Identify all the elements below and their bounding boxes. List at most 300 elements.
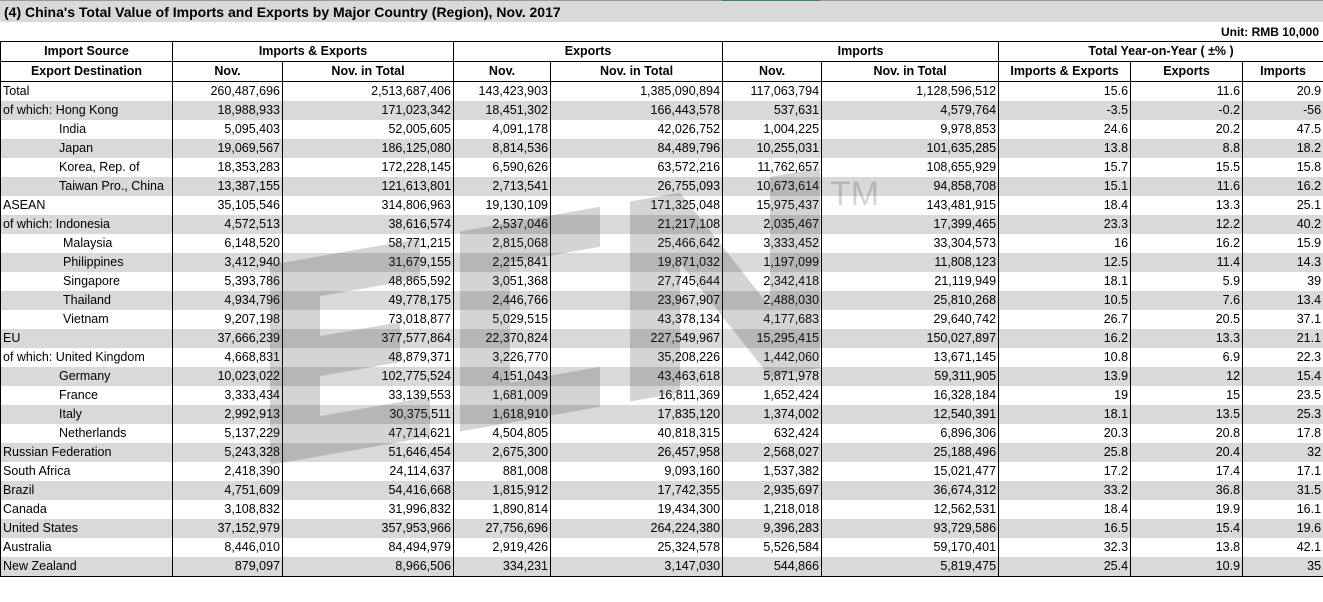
table-cell: 13.3 <box>1131 196 1243 215</box>
row-label: United States <box>1 519 173 538</box>
table-cell: 143,481,915 <box>822 196 999 215</box>
table-cell: 121,613,801 <box>283 177 454 196</box>
table-cell: 21,119,949 <box>822 272 999 291</box>
table-cell: 25.4 <box>999 557 1131 577</box>
table-cell: 37.1 <box>1243 310 1323 329</box>
table-cell: 2,815,068 <box>454 234 551 253</box>
trade-table <box>0 41 1323 577</box>
table-cell: 6,148,520 <box>173 234 283 253</box>
table-row <box>1 310 1323 329</box>
table-cell: 9,396,283 <box>723 519 822 538</box>
table-cell: 11,762,657 <box>723 158 822 177</box>
table-cell: 19,069,567 <box>173 139 283 158</box>
table-cell: 16.5 <box>999 519 1131 538</box>
table-cell: 2,513,687,406 <box>283 82 454 102</box>
table-cell: 29,640,742 <box>822 310 999 329</box>
table-cell: 8,446,010 <box>173 538 283 557</box>
table-cell: 2,675,300 <box>454 443 551 462</box>
watermark-tm: TM <box>830 175 880 213</box>
table-cell: 35 <box>1243 557 1323 577</box>
table-cell: 19.6 <box>1243 519 1323 538</box>
table-cell: 18,353,283 <box>173 158 283 177</box>
table-cell: 15.5 <box>1131 158 1243 177</box>
table-cell: 25,466,642 <box>551 234 723 253</box>
table-cell: 4,177,683 <box>723 310 822 329</box>
table-cell: 8,814,536 <box>454 139 551 158</box>
table-cell: 20.2 <box>1131 120 1243 139</box>
table-cell: 47,714,621 <box>283 424 454 443</box>
row-label: EU <box>1 329 173 348</box>
col-header: Nov. <box>723 62 822 82</box>
table-cell: 20.3 <box>999 424 1131 443</box>
title-bar <box>0 1 1323 22</box>
table-cell: 15.9 <box>1243 234 1323 253</box>
table-row <box>1 386 1323 405</box>
table-cell: 33,304,573 <box>822 234 999 253</box>
table-cell: 879,097 <box>173 557 283 577</box>
table-cell: 48,865,592 <box>283 272 454 291</box>
table-cell: 2,418,390 <box>173 462 283 481</box>
table-cell: 25,324,578 <box>551 538 723 557</box>
table-cell: 13.4 <box>1243 291 1323 310</box>
table-cell: 9,978,853 <box>822 120 999 139</box>
table-cell: 5,526,584 <box>723 538 822 557</box>
table-cell: 632,424 <box>723 424 822 443</box>
table-cell: 13.9 <box>999 367 1131 386</box>
table-cell: 18,988,933 <box>173 101 283 120</box>
table-row <box>1 462 1323 481</box>
table-cell: 17.8 <box>1243 424 1323 443</box>
table-cell: 24.6 <box>999 120 1131 139</box>
row-label: India <box>1 120 173 139</box>
table-cell: 25.8 <box>999 443 1131 462</box>
table-cell: 32 <box>1243 443 1323 462</box>
table-cell: -0.2 <box>1131 101 1243 120</box>
table-cell: 11,808,123 <box>822 253 999 272</box>
table-cell: 23.3 <box>999 215 1131 234</box>
table-cell: 15.4 <box>1131 519 1243 538</box>
table-row <box>1 500 1323 519</box>
table-cell: 17,742,355 <box>551 481 723 500</box>
table-cell: 150,027,897 <box>822 329 999 348</box>
table-row <box>1 120 1323 139</box>
table-cell: 14.3 <box>1243 253 1323 272</box>
table-cell: 17.2 <box>999 462 1131 481</box>
table-cell: 63,572,216 <box>551 158 723 177</box>
header-row-2 <box>1 62 1323 82</box>
table-cell: 31.5 <box>1243 481 1323 500</box>
table-cell: 5.9 <box>1131 272 1243 291</box>
table-row <box>1 215 1323 234</box>
table-cell: 13.3 <box>1131 329 1243 348</box>
table-cell: 20.5 <box>1131 310 1243 329</box>
table-cell: 12.2 <box>1131 215 1243 234</box>
table-cell: 13.8 <box>1131 538 1243 557</box>
table-cell: 12.5 <box>999 253 1131 272</box>
table-cell: 30,375,511 <box>283 405 454 424</box>
table-row <box>1 443 1323 462</box>
table-cell: 1,004,225 <box>723 120 822 139</box>
table-row <box>1 82 1323 102</box>
table-cell: 3,333,452 <box>723 234 822 253</box>
table-cell: 24,114,637 <box>283 462 454 481</box>
table-cell: 40,818,315 <box>551 424 723 443</box>
table-cell: 357,953,966 <box>283 519 454 538</box>
table-cell: 1,537,382 <box>723 462 822 481</box>
table-cell: 58,771,215 <box>283 234 454 253</box>
table-cell: 5,095,403 <box>173 120 283 139</box>
row-label: Thailand <box>1 291 173 310</box>
table-cell: 11.6 <box>1131 177 1243 196</box>
table-row <box>1 329 1323 348</box>
page-title: (4) China's Total Value of Imports and Exports by Major Country (Region), Nov. 2017 <box>4 4 561 20</box>
row-label: Malaysia <box>1 234 173 253</box>
col-header: Nov. <box>173 62 283 82</box>
table-cell: 5,243,328 <box>173 443 283 462</box>
table-cell: 19,871,032 <box>551 253 723 272</box>
table-cell: 16,811,369 <box>551 386 723 405</box>
table-cell: 314,806,963 <box>283 196 454 215</box>
row-label: Italy <box>1 405 173 424</box>
table-cell: 84,494,979 <box>283 538 454 557</box>
table-cell: 102,775,524 <box>283 367 454 386</box>
table-cell: 2,537,046 <box>454 215 551 234</box>
col-header: Nov. in Total <box>551 62 723 82</box>
table-cell: 19.9 <box>1131 500 1243 519</box>
table-cell: 10.5 <box>999 291 1131 310</box>
table-cell: 31,996,832 <box>283 500 454 519</box>
table-cell: 39 <box>1243 272 1323 291</box>
table-cell: 881,008 <box>454 462 551 481</box>
table-cell: 101,635,285 <box>822 139 999 158</box>
table-cell: 18.1 <box>999 272 1131 291</box>
table-cell: 15.7 <box>999 158 1131 177</box>
table-cell: 17,399,465 <box>822 215 999 234</box>
table-cell: 42,026,752 <box>551 120 723 139</box>
table-cell: 6,590,626 <box>454 158 551 177</box>
table-row <box>1 424 1323 443</box>
col-header: Nov. in Total <box>283 62 454 82</box>
table-cell: 25.1 <box>1243 196 1323 215</box>
table-cell: 36,674,312 <box>822 481 999 500</box>
table-cell: 5,029,515 <box>454 310 551 329</box>
table-cell: 260,487,696 <box>173 82 283 102</box>
table-body <box>1 82 1323 577</box>
row-label: Germany <box>1 367 173 386</box>
table-cell: 23,967,907 <box>551 291 723 310</box>
table-row <box>1 253 1323 272</box>
table-cell: 22.3 <box>1243 348 1323 367</box>
table-cell: 59,170,401 <box>822 538 999 557</box>
table-row <box>1 158 1323 177</box>
table-cell: 52,005,605 <box>283 120 454 139</box>
table-cell: 143,423,903 <box>454 82 551 102</box>
table-cell: 1,652,424 <box>723 386 822 405</box>
table-cell: -56 <box>1243 101 1323 120</box>
row-label: ASEAN <box>1 196 173 215</box>
table-cell: 37,152,979 <box>173 519 283 538</box>
table-row <box>1 272 1323 291</box>
table-cell: 21.1 <box>1243 329 1323 348</box>
table-cell: 2,992,913 <box>173 405 283 424</box>
table-cell: 8.8 <box>1131 139 1243 158</box>
table-cell: 9,093,160 <box>551 462 723 481</box>
table-cell: 4,572,513 <box>173 215 283 234</box>
table-row <box>1 177 1323 196</box>
table-row <box>1 291 1323 310</box>
table-cell: 537,631 <box>723 101 822 120</box>
table-cell: 17.4 <box>1131 462 1243 481</box>
table-cell: 2,713,541 <box>454 177 551 196</box>
table-cell: 13,671,145 <box>822 348 999 367</box>
table-cell: 1,442,060 <box>723 348 822 367</box>
table-cell: 2,446,766 <box>454 291 551 310</box>
table-cell: 8,966,506 <box>283 557 454 577</box>
table-cell: 10,255,031 <box>723 139 822 158</box>
table-cell: 16.1 <box>1243 500 1323 519</box>
table-cell: 10.8 <box>999 348 1131 367</box>
table-cell: 16.2 <box>1131 234 1243 253</box>
row-label: Japan <box>1 139 173 158</box>
row-label: Russian Federation <box>1 443 173 462</box>
table-cell: 42.1 <box>1243 538 1323 557</box>
table-cell: 171,325,048 <box>551 196 723 215</box>
header-row-1 <box>1 42 1323 62</box>
table-cell: 334,231 <box>454 557 551 577</box>
table-cell: 43,378,134 <box>551 310 723 329</box>
table-cell: 1,128,596,512 <box>822 82 999 102</box>
table-cell: -3.5 <box>999 101 1131 120</box>
table-cell: 10.9 <box>1131 557 1243 577</box>
table-cell: 16.2 <box>1243 177 1323 196</box>
table-cell: 19 <box>999 386 1131 405</box>
table-cell: 13.5 <box>1131 405 1243 424</box>
table-cell: 166,443,578 <box>551 101 723 120</box>
table-cell: 38,616,574 <box>283 215 454 234</box>
yoy-group-header: Total Year-on-Year ( ±% ) <box>999 42 1323 62</box>
table-cell: 2,568,027 <box>723 443 822 462</box>
table-cell: 54,416,668 <box>283 481 454 500</box>
table-cell: 23.5 <box>1243 386 1323 405</box>
row-label: Total <box>1 82 173 102</box>
col-header: Imports & Exports <box>999 62 1131 82</box>
table-cell: 33,139,553 <box>283 386 454 405</box>
table-cell: 7.6 <box>1131 291 1243 310</box>
table-cell: 4,668,831 <box>173 348 283 367</box>
table-cell: 32.3 <box>999 538 1131 557</box>
table-cell: 11.6 <box>1131 82 1243 102</box>
table-cell: 35,208,226 <box>551 348 723 367</box>
row-label: Philippines <box>1 253 173 272</box>
row-label: Brazil <box>1 481 173 500</box>
table-cell: 11.4 <box>1131 253 1243 272</box>
table-cell: 3,108,832 <box>173 500 283 519</box>
table-cell: 6.9 <box>1131 348 1243 367</box>
table-cell: 5,871,978 <box>723 367 822 386</box>
table-cell: 84,489,796 <box>551 139 723 158</box>
table-cell: 17.1 <box>1243 462 1323 481</box>
table-cell: 16,328,184 <box>822 386 999 405</box>
table-cell: 4,504,805 <box>454 424 551 443</box>
table-cell: 10,673,614 <box>723 177 822 196</box>
table-cell: 5,819,475 <box>822 557 999 577</box>
table-cell: 12,540,391 <box>822 405 999 424</box>
table-cell: 40.2 <box>1243 215 1323 234</box>
table-cell: 1,374,002 <box>723 405 822 424</box>
row-label: Netherlands <box>1 424 173 443</box>
table-cell: 3,333,434 <box>173 386 283 405</box>
table-cell: 20.8 <box>1131 424 1243 443</box>
table-row <box>1 348 1323 367</box>
table-cell: 264,224,380 <box>551 519 723 538</box>
table-cell: 19,434,300 <box>551 500 723 519</box>
table-row <box>1 101 1323 120</box>
table-cell: 2,342,418 <box>723 272 822 291</box>
table-cell: 26,457,958 <box>551 443 723 462</box>
table-cell: 1,218,018 <box>723 500 822 519</box>
table-cell: 2,919,426 <box>454 538 551 557</box>
table-cell: 31,679,155 <box>283 253 454 272</box>
row-label: Canada <box>1 500 173 519</box>
table-cell: 19,130,109 <box>454 196 551 215</box>
table-cell: 544,866 <box>723 557 822 577</box>
table-row <box>1 519 1323 538</box>
table-cell: 4,751,609 <box>173 481 283 500</box>
col-header: Nov. <box>454 62 551 82</box>
table-cell: 108,655,929 <box>822 158 999 177</box>
table-cell: 2,215,841 <box>454 253 551 272</box>
table-cell: 4,151,043 <box>454 367 551 386</box>
row-label: New Zealand <box>1 557 173 577</box>
table-row <box>1 139 1323 158</box>
table-cell: 47.5 <box>1243 120 1323 139</box>
table-cell: 1,890,814 <box>454 500 551 519</box>
table-cell: 4,091,178 <box>454 120 551 139</box>
table-cell: 51,646,454 <box>283 443 454 462</box>
table-cell: 117,063,794 <box>723 82 822 102</box>
table-cell: 1,197,099 <box>723 253 822 272</box>
table-row <box>1 405 1323 424</box>
table-cell: 15 <box>1131 386 1243 405</box>
import-source-header: Import Source <box>1 42 173 62</box>
table-cell: 25.3 <box>1243 405 1323 424</box>
table-row <box>1 538 1323 557</box>
table-row <box>1 234 1323 253</box>
table-cell: 3,147,030 <box>551 557 723 577</box>
table-cell: 15,021,477 <box>822 462 999 481</box>
table-cell: 15,975,437 <box>723 196 822 215</box>
table-cell: 35,105,546 <box>173 196 283 215</box>
table-cell: 13,387,155 <box>173 177 283 196</box>
table-cell: 5,393,786 <box>173 272 283 291</box>
unit-label: Unit: RMB 10,000 <box>1220 25 1319 39</box>
table-cell: 1,618,910 <box>454 405 551 424</box>
table-cell: 2,035,467 <box>723 215 822 234</box>
table-cell: 2,935,697 <box>723 481 822 500</box>
table-cell: 3,051,368 <box>454 272 551 291</box>
export-destination-header: Export Destination <box>1 62 173 82</box>
table-cell: 1,681,009 <box>454 386 551 405</box>
table-cell: 16.2 <box>999 329 1131 348</box>
row-label: Australia <box>1 538 173 557</box>
table-cell: 4,934,796 <box>173 291 283 310</box>
table-cell: 15.8 <box>1243 158 1323 177</box>
row-label: of which: United Kingdom <box>1 348 173 367</box>
table-cell: 33.2 <box>999 481 1131 500</box>
table-cell: 73,018,877 <box>283 310 454 329</box>
table-cell: 36.8 <box>1131 481 1243 500</box>
col-header: Nov. in Total <box>822 62 999 82</box>
table-cell: 26.7 <box>999 310 1131 329</box>
table-cell: 93,729,586 <box>822 519 999 538</box>
table-row <box>1 367 1323 386</box>
table-cell: 20.4 <box>1131 443 1243 462</box>
table-cell: 16 <box>999 234 1131 253</box>
table-cell: 18.2 <box>1243 139 1323 158</box>
table-cell: 27,756,696 <box>454 519 551 538</box>
table-cell: 12 <box>1131 367 1243 386</box>
table-cell: 59,311,905 <box>822 367 999 386</box>
table-row <box>1 557 1323 577</box>
table-cell: 17,835,120 <box>551 405 723 424</box>
table-cell: 186,125,080 <box>283 139 454 158</box>
table-cell: 48,879,371 <box>283 348 454 367</box>
table-cell: 18.4 <box>999 196 1131 215</box>
col-header: Imports <box>1243 62 1323 82</box>
table-cell: 4,579,764 <box>822 101 999 120</box>
table-cell: 227,549,967 <box>551 329 723 348</box>
table-cell: 18.4 <box>999 500 1131 519</box>
row-label: of which: Indonesia <box>1 215 173 234</box>
table-cell: 20.9 <box>1243 82 1323 102</box>
table-cell: 15.6 <box>999 82 1131 102</box>
table-cell: 13.8 <box>999 139 1131 158</box>
exports-group-header: Exports <box>454 42 723 62</box>
table-cell: 2,488,030 <box>723 291 822 310</box>
table-cell: 27,745,644 <box>551 272 723 291</box>
table-cell: 9,207,198 <box>173 310 283 329</box>
table-cell: 25,810,268 <box>822 291 999 310</box>
row-label: Vietnam <box>1 310 173 329</box>
table-cell: 3,226,770 <box>454 348 551 367</box>
table-cell: 94,858,708 <box>822 177 999 196</box>
col-header: Exports <box>1131 62 1243 82</box>
row-label: Korea, Rep. of <box>1 158 173 177</box>
table-cell: 15,295,415 <box>723 329 822 348</box>
table-cell: 6,896,306 <box>822 424 999 443</box>
table-cell: 12,562,531 <box>822 500 999 519</box>
table-cell: 3,412,940 <box>173 253 283 272</box>
imports-group-header: Imports <box>723 42 999 62</box>
table-cell: 43,463,618 <box>551 367 723 386</box>
table-cell: 15.4 <box>1243 367 1323 386</box>
row-label: of which: Hong Kong <box>1 101 173 120</box>
table-cell: 37,666,239 <box>173 329 283 348</box>
table-cell: 172,228,145 <box>283 158 454 177</box>
imports-exports-group-header: Imports & Exports <box>173 42 454 62</box>
row-label: France <box>1 386 173 405</box>
row-label: South Africa <box>1 462 173 481</box>
table-cell: 5,137,229 <box>173 424 283 443</box>
table-row <box>1 196 1323 215</box>
table-cell: 1,385,090,894 <box>551 82 723 102</box>
table-cell: 26,755,093 <box>551 177 723 196</box>
table-cell: 377,577,864 <box>283 329 454 348</box>
table-cell: 15.1 <box>999 177 1131 196</box>
table-cell: 49,778,175 <box>283 291 454 310</box>
table-cell: 10,023,022 <box>173 367 283 386</box>
table-cell: 171,023,342 <box>283 101 454 120</box>
